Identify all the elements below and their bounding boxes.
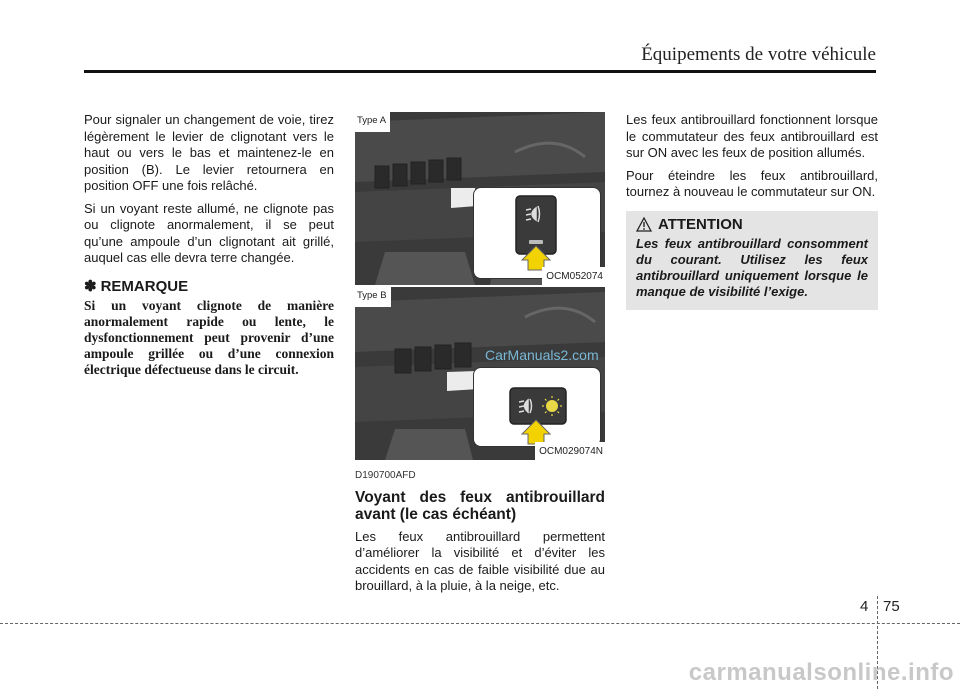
- header-rule: [84, 70, 876, 73]
- section-code: D190700AFD: [355, 470, 416, 481]
- left-paragraph-2: Si un voyant reste allumé, ne clignote pas ou clignote anormalement, il se peut qu’une ampoule d’un clignotant ait grillé, auquel cas elle devra terre changée.: [84, 200, 334, 265]
- watermark-carmanualsonline[interactable]: carmanualsonline.info: [688, 659, 954, 686]
- right-column: [626, 112, 878, 310]
- footer-rule: [0, 623, 960, 624]
- page-header: Équipements de votre véhicule: [641, 44, 876, 65]
- inset-a: [473, 187, 601, 279]
- figure-a-code: OCM052074: [542, 267, 605, 286]
- watermark-carmanuals[interactable]: CarManuals2.com: [485, 347, 599, 363]
- fog-switch-a: [474, 188, 600, 278]
- remarque-heading: [84, 279, 334, 296]
- attention-body: Les feux antibrouillard consomment du courant. Utilisez les feux antibrouillard uniquement lorsque le manque de visibilité l’exige.: [636, 236, 868, 299]
- remarque-title: REMARQUE: [100, 277, 189, 295]
- warning-icon: [636, 217, 652, 232]
- attention-title: ATTENTION: [658, 215, 743, 233]
- figure-a-type-label: Type A: [355, 112, 390, 132]
- right-paragraph-1: Les feux antibrouillard fonctionnent lorsque le commutateur des feux antibrouillard est sur ON avec les feux de position allumés.: [626, 112, 878, 160]
- page-number: 75: [883, 598, 900, 615]
- section-title: Voyant des feux antibrouillard avant (le cas échéant): [355, 488, 605, 523]
- figure-b-code: OCM029074N: [535, 442, 605, 461]
- inset-b: [473, 367, 601, 447]
- figure-b-type-label: Type B: [355, 287, 391, 307]
- fog-switch-b: [474, 368, 600, 446]
- figure-type-b: [355, 287, 605, 460]
- middle-paragraph: Les feux antibrouillard permettent d’améliorer la visibilité et d’éviter les accidents en cas de faible visibilité due au brouillard, à la pluie, à la neige, etc.: [355, 528, 605, 593]
- right-paragraph-2: Pour éteindre les feux antibrouillard, tournez à nouveau le commutateur sur ON.: [626, 167, 878, 199]
- left-column: [84, 112, 334, 378]
- chapter-number: 4: [860, 598, 869, 615]
- remarque-body: Si un voyant clignote de manière anormalement rapide ou lente, le dysfonctionnement peut provenir d’une ampoule grillée ou d’une connexion électrique défectueuse dans le circuit.: [84, 298, 334, 377]
- figure-type-a: [355, 112, 605, 285]
- remarque-star-icon: ✽: [84, 277, 97, 295]
- attention-heading: [636, 217, 868, 234]
- attention-box: [626, 211, 878, 311]
- left-paragraph-1: Pour signaler un changement de voie, tirez légèrement le levier de clignotant vers le haut ou vers le bas et maintenez-le en position (B). Le levier retournera en position OFF une fois relâché.: [84, 112, 334, 193]
